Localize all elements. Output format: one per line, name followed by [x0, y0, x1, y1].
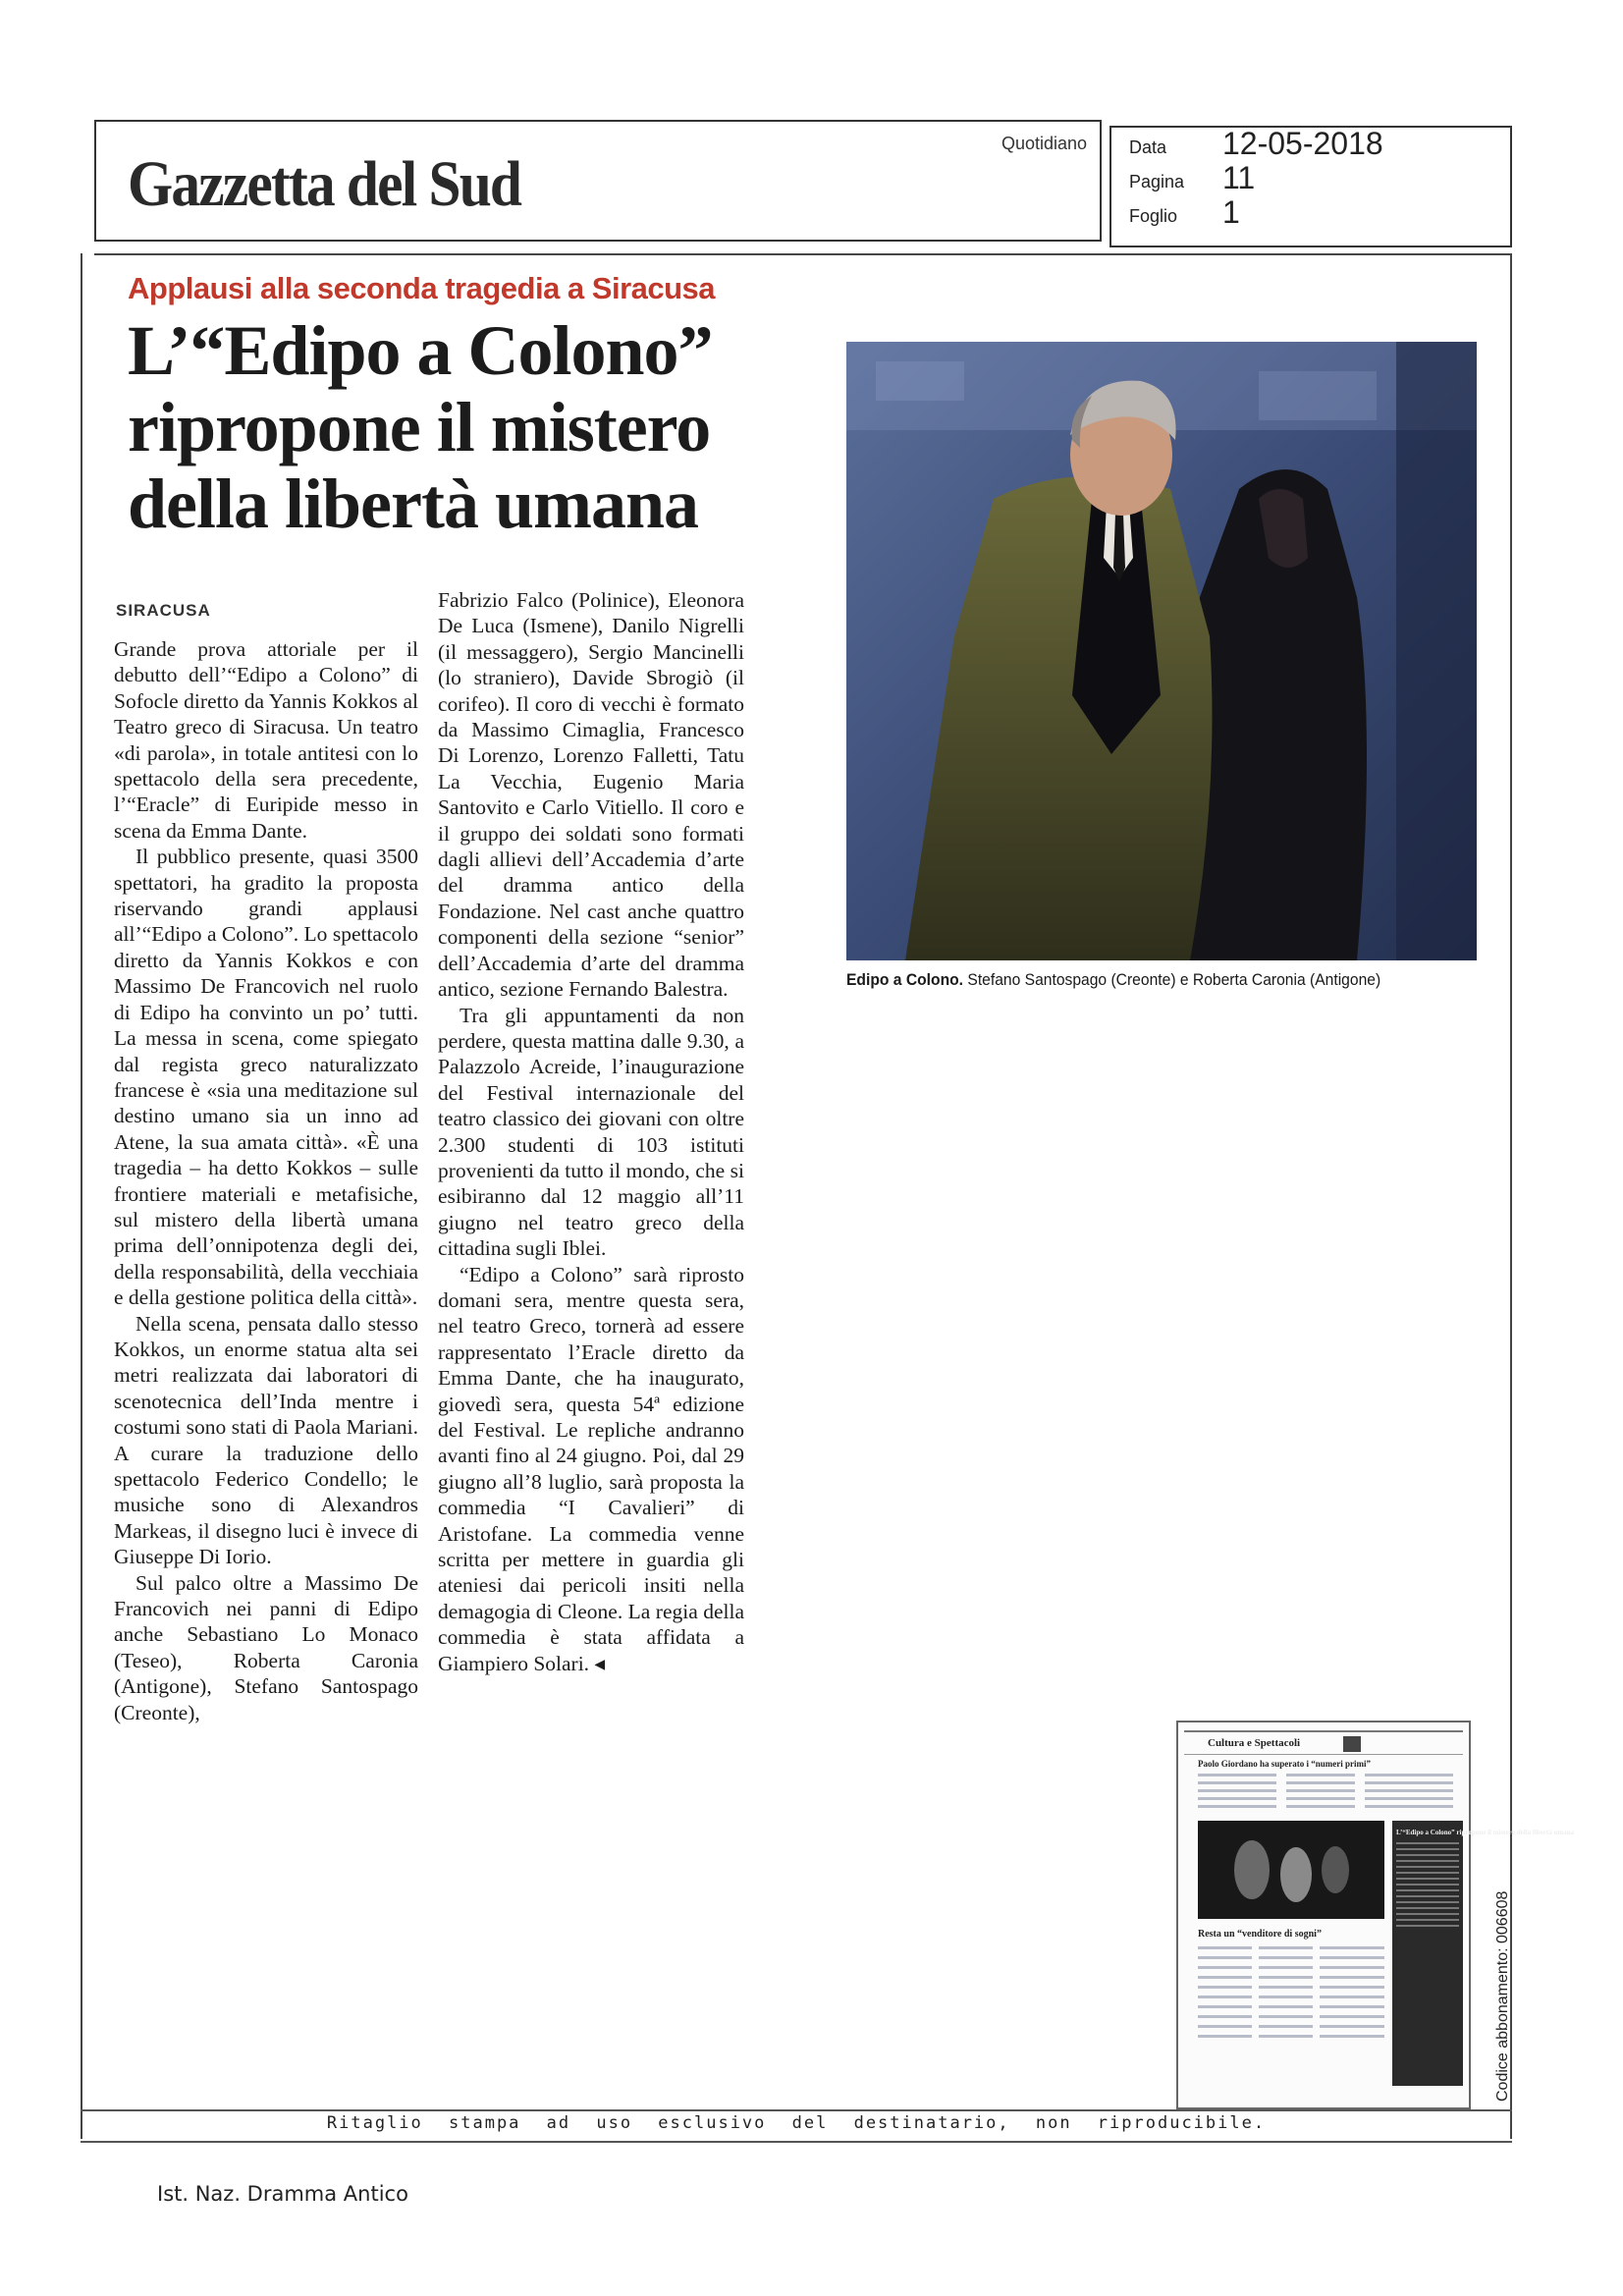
paragraph: Il pubblico presente, quasi 3500 spettatori, ha gradito la proposta riservando grandi applausi all’“Edipo a Colono”. Lo spettacolo diretto da Yannis Kokkos e con Massimo De Francovich nel ruolo di Edipo ha convinto un po’ tutti. La messa in scena, come spiegato dal regista greco naturalizzato francese è «sia una meditazione sul destino umano sia un inno ad Atene, la sua amata città». «È una tragedia – ha detto Kokkos – sulle frontiere materiali e metafisiche, sul mistero della libertà umana prima dell’onnipotenza degli dei, della responsabilità, della vecchiaia e della gestione politica della città». [114, 845, 418, 1310]
headline-line-3: della libertà umana [128, 465, 699, 543]
thumb-headline-2: Resta un “venditore di sogni” [1198, 1929, 1322, 1940]
frame-top-rule [94, 253, 1512, 255]
meta-date-label: Data [1129, 137, 1167, 157]
frequency-label: Quotidiano [1001, 134, 1088, 153]
caption-title: Edipo a Colono. [846, 970, 964, 989]
footer-rule-top [81, 2109, 1512, 2111]
article-kicker: Applausi alla seconda tragedia a Siracusa [128, 271, 716, 305]
caption-text: Stefano Santospago (Creonte) e Roberta Caronia (Antigone) [963, 970, 1381, 989]
paragraph: Nella scena, pensata dallo stesso Kokkos, un enorme statua alta sei metri realizzata dai laboratori di scenotecnica dell’Inda mentre i costumi sono stati di Paola Mariani. A curare la traduzione dello spettacolo Federico Condello; le musiche sono di Alexandros Markeas, il disegno luci è invece di Giuseppe Di Iorio. [114, 1311, 418, 1569]
meta-sheet-label: Foglio [1129, 206, 1178, 226]
subscription-code: Codice abbonamento: 006608 [1494, 1890, 1511, 2102]
article-column-2 [438, 587, 744, 1676]
meta-date-value: 12-05-2018 [1222, 126, 1383, 161]
headline-line-2: ripropone il mistero [128, 388, 711, 466]
thumb-section: Cultura e Spettacoli [1208, 1737, 1301, 1749]
article-photo [846, 342, 1477, 960]
paragraph: Sul palco oltre a Massimo De Francovich nei panni di Edipo anche Sebastiano Lo Monaco (Teseo), Roberta Caronia (Antigone), Stefano Santospago (Creonte), [114, 1570, 418, 1724]
thumb-side-title: L’“Edipo a Colono” ripropone il mistero della libertà umana [1396, 1829, 1575, 1836]
dateline: SIRACUSA [116, 601, 211, 620]
stage-photo-illustration [846, 342, 1477, 960]
paragraph: Grande prova attoriale per il debutto dell’“Edipo a Colono” di Sofocle diretto da Yannis Kokkos al Teatro greco di Siracusa. Un teatro «di parola», in totale antitesi con lo spettacolo della sera precedente, l’“Eracle” di Euripide messo in scena da Emma Dante. [114, 637, 418, 843]
reproduction-notice: Ritaglio stampa ad uso esclusivo del destinatario, non riproducibile. [326, 2113, 1267, 2133]
footer-rule-bottom [81, 2141, 1512, 2143]
meta-sheet-value: 1 [1222, 194, 1240, 230]
source-label: Ist. Naz. Dramma Antico [157, 2182, 408, 2206]
meta-page-label: Pagina [1129, 172, 1185, 191]
headline-line-1: L’“Edipo a Colono” [128, 311, 713, 390]
photo-caption [846, 970, 1380, 990]
thumb-headline-1: Paolo Giordano ha superato i “numeri primi” [1198, 1759, 1372, 1769]
article-headline [128, 312, 776, 542]
meta-page-value: 11 [1222, 160, 1256, 195]
paragraph: Fabrizio Falco (Polinice), Eleonora De Luca (Ismene), Danilo Nigrelli (il messaggero), Sergio Mancinelli (lo straniero), Davide Sbrogiò (il corifeo). Il coro di vecchi è formato da Massimo Cimaglia, Francesco Di Lorenzo, Lorenzo Falletti, Tatu La Vecchia, Eugenio Maria Santovito e Carlo Vitiello. Il coro e il gruppo dei soldati sono formati dagli allievi dell’Accademia d’arte del dramma antico della Fondazione. Nel cast anche quattro componenti della sezione “senior” dell’Accademia d’arte del dramma antico, sezione Fernando Balestra. [438, 588, 744, 1002]
paragraph: Tra gli appuntamenti da non perdere, questa mattina dalle 9.30, a Palazzolo Acreide, l’inaugurazione del Festival internazionale del teatro classico dei giovani con oltre 2.300 studenti di 103 istituti provenienti da tutto il mondo, che si esibiranno dal 12 maggio all’11 giugno nel teatro greco della cittadina sugli Iblei. [438, 1003, 744, 1261]
paragraph: “Edipo a Colono” sarà riprosto domani sera, mentre questa sera, nel teatro Greco, tornerà ad essere rappresentato l’Eracle diretto da Emma Dante, che ha inaugurato, giovedì sera, questa 54ª edizione del Festival. Le repliche andranno avanti fino al 24 giugno. Poi, dal 29 giugno all’8 luglio, sarà proposta la commedia “I Cavalieri” di Aristofane. La commedia venne scritta per mettere in guardia gli ateniesi dai pericoli insiti nella demagogia di Cleone. La regia della commedia è stata affidata a Giampiero Solari. ◂ [438, 1262, 744, 1675]
masthead: Gazzetta del Sud [128, 148, 521, 220]
article-column-1 [114, 636, 418, 1725]
